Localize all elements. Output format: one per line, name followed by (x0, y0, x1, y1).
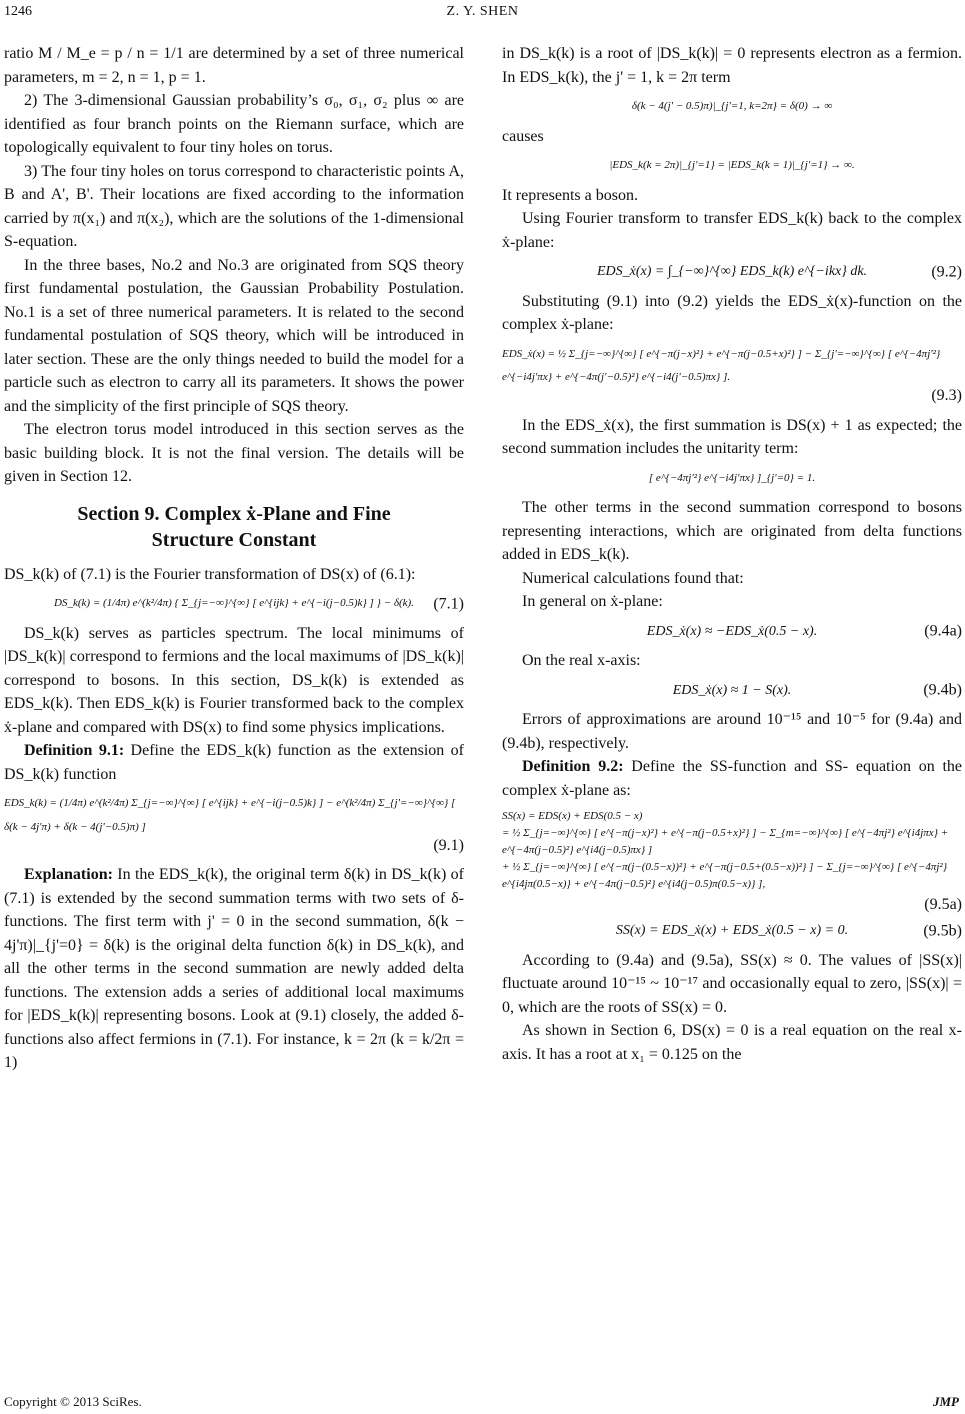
equation-unitarity-body: [ e^{−4πj'²} e^{−i4j'πx} ]_{j'=0} = 1. (648, 471, 816, 484)
footer-journal: JMP (933, 1394, 959, 1409)
section-heading (4, 501, 464, 553)
page-number: 1246 (4, 4, 32, 19)
definition-9-1-label: Definition 9.1: (24, 742, 125, 759)
equation-9-3-body: EDS_ẋ(x) = ½ Σ_{j=−∞}^{∞} [ e^{−π(j−x)²} + e^{−π(j−0.5+x)²} ] − Σ_{j'=−∞}^{∞} [ e^{−4πj'²} e^{−i4j'πx} + e^{−4π(j'−0.5)²} e^{−i4(j'−0.5)πx} ]. (502, 347, 941, 383)
paragraph-holes: 3) The four tiny holes on torus correspond to characteristic points A, B and A', B'. Their locations are fixed according to the information carried by π(x₁) and π(x₂), which are the solutions of the 1-dimensional S-equation. (4, 162, 464, 250)
equation-9-5a-line2: = ½ Σ_{j=−∞}^{∞} [ e^{−π(j−x)²} + e^{−π(j−0.5+x)²} ] − Σ_{m=−∞}^{∞} [ e^{−4πj²} e^{i4jπx} + e^{−4π(j−0.5)²} e^{i4(j−0.5)πx} ] (502, 827, 949, 856)
paragraph-ratio: ratio M / M_e = p / n = 1/1 are determined by a set of three numerical parameters, m = 2, n = 1, p = 1. (4, 45, 464, 86)
definition-9-2 (502, 755, 962, 802)
equation-9-5b-body: SS(x) = EDS_ẋ(x) + EDS_ẋ(0.5 − x) = 0. (615, 923, 849, 938)
left-column (4, 42, 464, 1075)
equation-9-4b (502, 679, 962, 703)
definition-9-2-text: Define the SS-function and SS- equation on the complex ẋ-plane as: (502, 758, 963, 799)
equation-causes-body: |EDS_k(k = 2π)|_{j'=1} = |EDS_k(k = 1)|_{j'=1} → ∞. (609, 159, 855, 171)
explanation-text: In the EDS_k(k), the original term δ(k) in DS_k(k) of (7.1) is extended by the second summation terms with two sets of δ-functions. The first term with j' = 0 in the second summation, δ(k − 4j'π)|_{j'=0} = δ(k) is the original delta function δ(k) in DS_k(k), and all the other terms in the second summation are newly added delta functions. The extension adds a series of additional local maximums for |EDS_k(k)| representing bosons. Look at (9.1) closely, the added δ-functions also affect fermions in (7.1). For instance, k = 2π (k = k/2π = 1) (4, 866, 464, 1071)
explanation-paragraph (4, 863, 464, 1075)
equation-9-4b-body: EDS_ẋ(x) ≈ 1 − S(x). (672, 682, 792, 698)
section-title-line2: Structure Constant (151, 528, 317, 551)
equation-9-4b-number: (9.4b) (923, 681, 962, 699)
paragraph-numerical: Numerical calculations found that: (522, 569, 744, 587)
paragraph-unitarity: In the EDS_ẋ(x), the first summation is DS(x) + 1 as expected; the second summation includes the unitarity term: (502, 416, 962, 457)
equation-9-5a-line3: + ½ Σ_{j=−∞}^{∞} [ e^{−π(j−(0.5−x))²} + e^{−π(j−0.5+(0.5−x))²} ] − Σ_{j=−∞}^{∞} [ e^{−4πj²} e^{i4jπ(0.5−x)} + e^{−4π(j−0.5)²} e^{i4(j−0.5)π(0.5−x)} ], (502, 861, 948, 890)
equation-delta-infinity (502, 95, 962, 119)
equation-9-1 (4, 792, 464, 857)
paragraph-boson: It represents a boson. (502, 186, 638, 204)
paragraph-torus-model: The electron torus model introduced in this section serves as the basic building block. It is not the final version. The details will be given in Section 12. (4, 421, 464, 485)
definition-9-1 (4, 739, 464, 786)
right-column (502, 42, 962, 1066)
definition-9-2-label: Definition 9.2: (522, 758, 624, 775)
equation-9-2 (502, 260, 962, 284)
equation-7-1-body: DS_k(k) = (1/4π) e^(k²/4π) { Σ_{j=−∞}^{∞} [ e^{ijk} + e^{−i(j−0.5)k} ] } − δ(k). (54, 597, 414, 609)
equation-7-1-number: (7.1) (433, 595, 464, 612)
equation-9-1-number: (9.1) (433, 836, 464, 854)
equation-9-5b-number: (9.5b) (923, 922, 962, 939)
paragraph-fourier-ds: DS_k(k) of (7.1) is the Fourier transformation of DS(x) of (6.1): (4, 565, 416, 583)
paragraph-fourier-transfer: Using Fourier transform to transfer EDS_k(k) back to the complex ẋ-plane: (502, 210, 962, 251)
equation-7-1 (4, 592, 464, 616)
running-author: Z. Y. SHEN (446, 4, 519, 19)
equation-9-1-body: EDS_k(k) = (1/4π) e^(k²/4π) Σ_{j=−∞}^{∞} [ e^{ijk} + e^{−i(j−0.5)k} ] − e^(k²/4π) Σ_{j'=−∞}^{∞} [ δ(k − 4j'π) + δ(k − 4(j'−0.5)π) ] (4, 797, 456, 833)
paragraph-spectrum: DS_k(k) serves as particles spectrum. The local minimums of |DS_k(k)| correspond to fermions and the local maximums of |DS_k(k)| correspond to bosons. In this section, DS_k(k) is extended as EDS_k(k). Then EDS_k(k) is Fourier transformed back to the complex ẋ-plane and compared with DS(x) to find some physics implications. (4, 624, 464, 736)
equation-9-2-body: EDS_ẋ(x) = ∫_{−∞}^{∞} EDS_k(k) e^{−ikx} dk. (596, 264, 868, 279)
paragraph-electron-root: in DS_k(k) is a root of |DS_k(k)| = 0 represents electron as a fermion. In EDS_k(k), the j' = 1, k = 2π term (502, 45, 962, 86)
paragraph-general: In general on ẋ-plane: (522, 593, 663, 610)
equation-9-4a (502, 620, 962, 644)
paragraph-according: According to (9.4a) and (9.5a), SS(x) ≈ 0. The values of |SS(x)| fluctuate around 10⁻¹⁵ ~ 10⁻¹⁷ and occasionally equal to zero, |SS(x)| = 0, which are the roots of SS(x) = 0. (502, 951, 962, 1016)
equation-causes (502, 154, 962, 178)
page-header (0, 0, 965, 30)
equation-9-5a-line1: SS(x) = EDS(x) + EDS(0.5 − x) (502, 810, 643, 822)
paragraph-causes: causes (502, 127, 544, 145)
equation-9-3-number: (9.3) (931, 387, 962, 404)
equation-9-3 (502, 343, 962, 408)
paragraph-other-terms: The other terms in the second summation correspond to bosons representing interactions, which are originated from delta functions added in EDS_k(k). (502, 499, 962, 563)
paragraph-real-axis: On the real x-axis: (522, 652, 641, 669)
equation-9-5a-number: (9.5a) (924, 896, 962, 913)
equation-9-4a-body: EDS_ẋ(x) ≈ −EDS_ẋ(0.5 − x). (646, 623, 818, 639)
equation-unitarity (502, 467, 962, 491)
equation-9-4a-number: (9.4a) (924, 622, 962, 640)
footer-copyright: Copyright © 2013 SciRes. (4, 1394, 142, 1409)
equation-9-5a (502, 808, 962, 913)
equation-9-5b (502, 919, 962, 943)
paragraph-section6-root: As shown in Section 6, DS(x) = 0 is a real equation on the real x-axis. It has a root at x₁ = 0.125 on the (502, 1022, 962, 1063)
paragraph-errors: Errors of approximations are around 10⁻¹⁵ and 10⁻⁵ for (9.4a) and (9.4b), respectively. (502, 711, 962, 752)
paragraph-gaussian: 2) The 3-dimensional Gaussian probability’s σ₀, σ₁, σ₂ plus ∞ are identified as four branch points on the Riemann surface, which are topologically equivalent to four tiny holes on torus. (4, 92, 464, 156)
definition-9-1-text: Define the EDS_k(k) function as the extension of DS_k(k) function (4, 742, 464, 783)
section-title-line1: Section 9. Complex ẋ-Plane and Fine (77, 502, 391, 525)
equation-delta-infinity-body: δ(k − 4(j' − 0.5)π)|_{j'=1, k=2π} = δ(0) → ∞ (631, 100, 833, 112)
paragraph-substituting: Substituting (9.1) into (9.2) yields the EDS_ẋ(x)-function on the complex ẋ-plane: (502, 292, 962, 333)
equation-9-2-number: (9.2) (931, 263, 962, 280)
paragraph-bases: In the three bases, No.2 and No.3 are originated from SQS theory first fundamental postulation, the Gaussian Probability Postulation. No.1 is a set of three numerical parameters. It is related to the second fundamental postulation of SQS theory, which will be introduced in later section. These are the only things needed to build the model for a particle such as electron to carry all its parameters. It shows the power and the simplicity of the first principle of SQS theory. (4, 256, 464, 415)
explanation-label: Explanation: (24, 866, 113, 883)
